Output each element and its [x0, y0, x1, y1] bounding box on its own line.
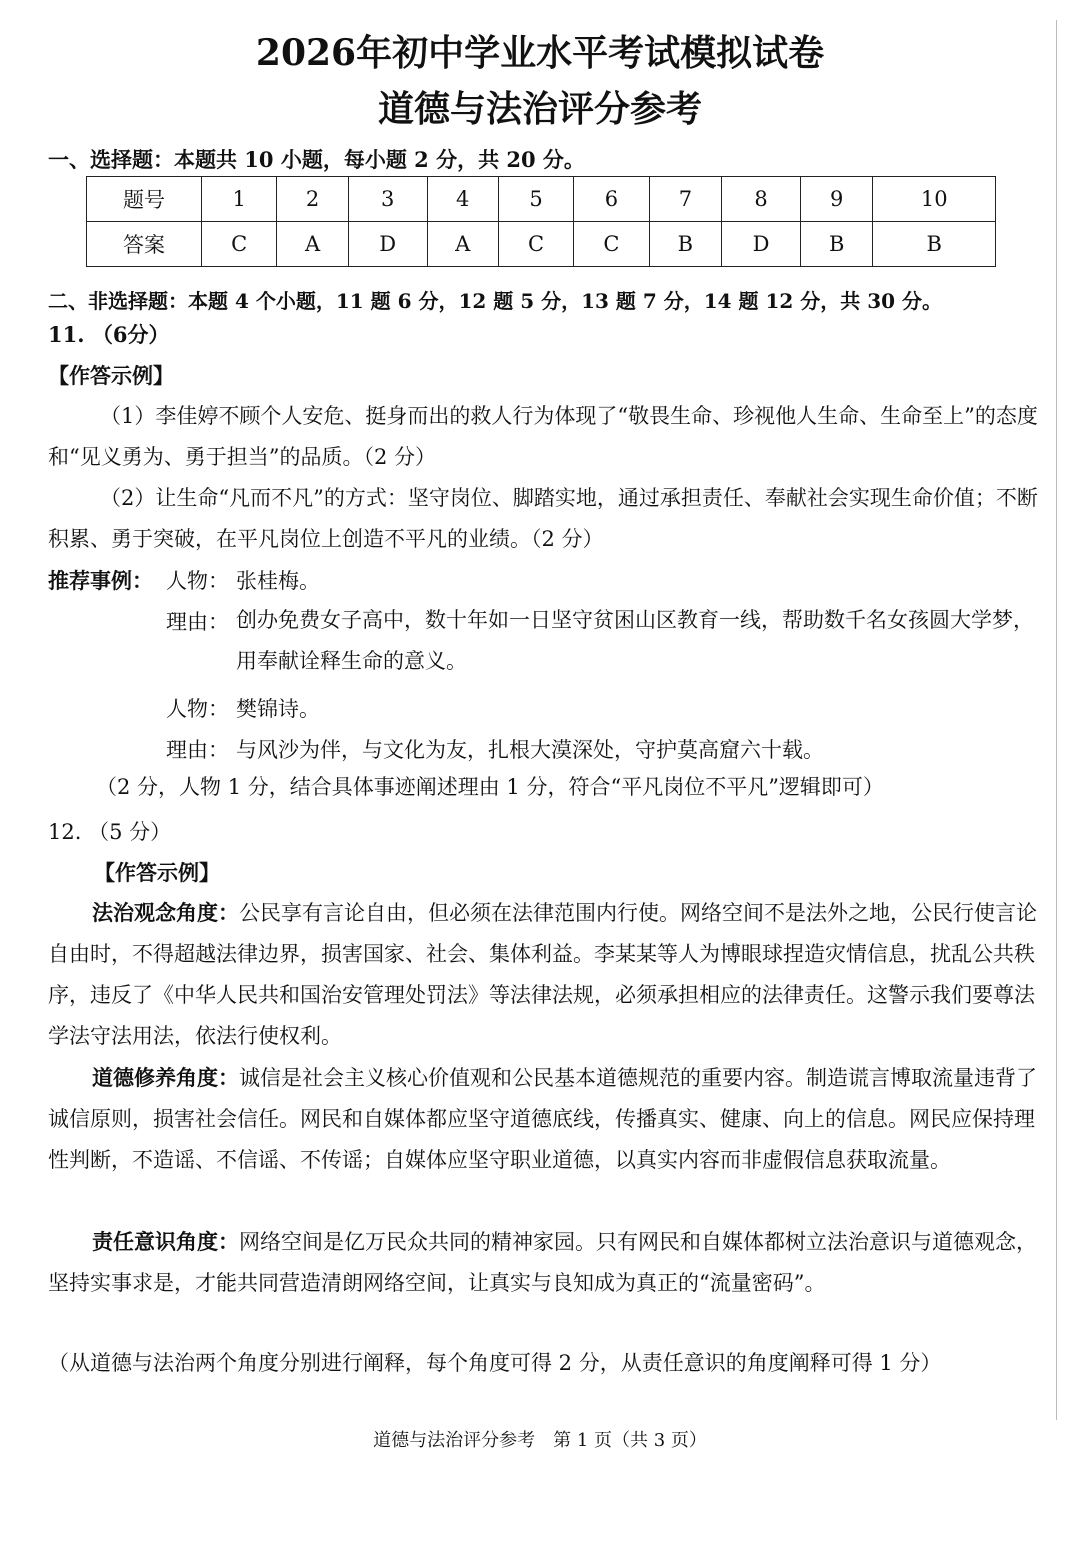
- page-edge-rule: [1056, 20, 1057, 1420]
- q12-number: 12. （5 分）: [48, 820, 172, 844]
- table-cell: B: [873, 222, 996, 267]
- answer-table: [86, 176, 996, 267]
- q11-number: 11. （6分）: [48, 322, 170, 347]
- q11-example-label: 【作答示例】: [48, 363, 174, 388]
- table-cell: A: [427, 222, 498, 267]
- row-label-number: 题号: [87, 177, 202, 222]
- section1-heading: 一、选择题：本题共 10 小题，每小题 2 分，共 20 分。: [48, 147, 585, 172]
- row-label-answer: 答案: [87, 222, 202, 267]
- section2-heading: 二、非选择题：本题 4 个小题，11 题 6 分，12 题 5 分，13 题 7 分，14 题 12 分，共 30 分。: [48, 289, 943, 313]
- table-cell: 10: [873, 177, 996, 222]
- q11-part1: （1）李佳婷不顾个人安危、挺身而出的救人行为体现了“敬畏生命、珍视他人生命、生命至上”的态度和“见义勇为、勇于担当”的品质。（2 分）: [48, 404, 1038, 469]
- person1-name: 张桂梅。: [236, 569, 320, 593]
- q12-scoring-note: （从道德与法治两个角度分别进行阐释，每个角度可得 2 分，从责任意识的角度阐释可得 1 分）: [48, 1351, 942, 1375]
- q12-responsibility-paragraph: [48, 1221, 1038, 1304]
- table-cell: 8: [722, 177, 801, 222]
- paragraph-label: 道德修养角度：: [92, 1065, 239, 1090]
- table-cell: 1: [202, 177, 277, 222]
- table-cell: 3: [348, 177, 427, 222]
- paragraph-text: 诚信是社会主义核心价值观和公民基本道德规范的重要内容。制造谎言博取流量违背了诚信原则，损害社会信任。网民和自媒体都应坚守道德底线，传播真实、健康、向上的信息。网民应保持理性判断，不造谣、不信谣、不传谣；自媒体应坚守职业道德，以真实内容而非虚假信息获取流量。: [48, 1066, 1037, 1172]
- exam-title: 2026年初中学业水平考试模拟试卷: [255, 32, 825, 74]
- reason1-text: 创办免费女子高中，数十年如一日坚守贫困山区教育一线，帮助数千名女孩圆大学梦，用奉献诠释生命的意义。: [236, 608, 1034, 673]
- table-cell: D: [722, 222, 801, 267]
- person-label: 人物：: [166, 569, 229, 593]
- reason-label: 理由：: [166, 610, 229, 634]
- paragraph-label: 责任意识角度：: [92, 1229, 239, 1254]
- table-cell: 9: [800, 177, 873, 222]
- paragraph-text: 网络空间是亿万民众共同的精神家园。只有网民和自媒体都树立法治意识与道德观念，坚持实事求是，才能共同营造清朗网络空间，让真实与良知成为真正的“流量密码”。: [48, 1230, 1037, 1295]
- paragraph-text: 公民享有言论自由，但必须在法律范围内行使。网络空间不是法外之地，公民行使言论自由时，不得超越法律边界，损害国家、社会、集体利益。李某某等人为博眼球捏造灾情信息，扰乱公共秩序，违反了《中华人民共和国治安管理处罚法》等法律法规，必须承担相应的法律责任。这警示我们要尊法学法守法用法，依法行使权利。: [48, 901, 1037, 1048]
- question-number-row: [87, 177, 996, 222]
- answer-row: [87, 222, 996, 267]
- paragraph-label: 法治观念角度：: [92, 900, 239, 925]
- table-cell: 7: [649, 177, 722, 222]
- reason2-text: 与风沙为伴，与文化为友，扎根大漠深处，守护莫高窟六十载。: [236, 738, 824, 762]
- table-cell: C: [574, 222, 649, 267]
- table-cell: D: [348, 222, 427, 267]
- page-footer: 道德与法治评分参考 第 1 页（共 3 页）: [373, 1430, 707, 1451]
- person-label: 人物：: [166, 697, 229, 721]
- q11-scoring-note: （2 分，人物 1 分，结合具体事迹阐述理由 1 分，符合“平凡岗位不平凡”逻辑即可）: [96, 775, 884, 799]
- table-cell: A: [277, 222, 348, 267]
- q11-part2: （2）让生命“凡而不凡”的方式：坚守岗位、脚踏实地，通过承担责任、奉献社会实现生命价值；不断积累、勇于突破，在平凡岗位上创造不平凡的业绩。（2 分）: [48, 486, 1038, 551]
- table-cell: 4: [427, 177, 498, 222]
- table-cell: C: [498, 222, 573, 267]
- q12-example-label: 【作答示例】: [94, 860, 220, 885]
- table-cell: 6: [574, 177, 649, 222]
- table-cell: 5: [498, 177, 573, 222]
- person2-name: 樊锦诗。: [236, 697, 320, 721]
- reason-label: 理由：: [166, 738, 229, 762]
- q12-rule-of-law-paragraph: [48, 892, 1038, 1057]
- exam-subtitle: 道德与法治评分参考: [377, 88, 702, 130]
- table-cell: B: [800, 222, 873, 267]
- table-cell: 2: [277, 177, 348, 222]
- table-cell: C: [202, 222, 277, 267]
- table-cell: B: [649, 222, 722, 267]
- recommend-label: 推荐事例：: [48, 568, 153, 593]
- q12-morality-paragraph: [48, 1057, 1038, 1181]
